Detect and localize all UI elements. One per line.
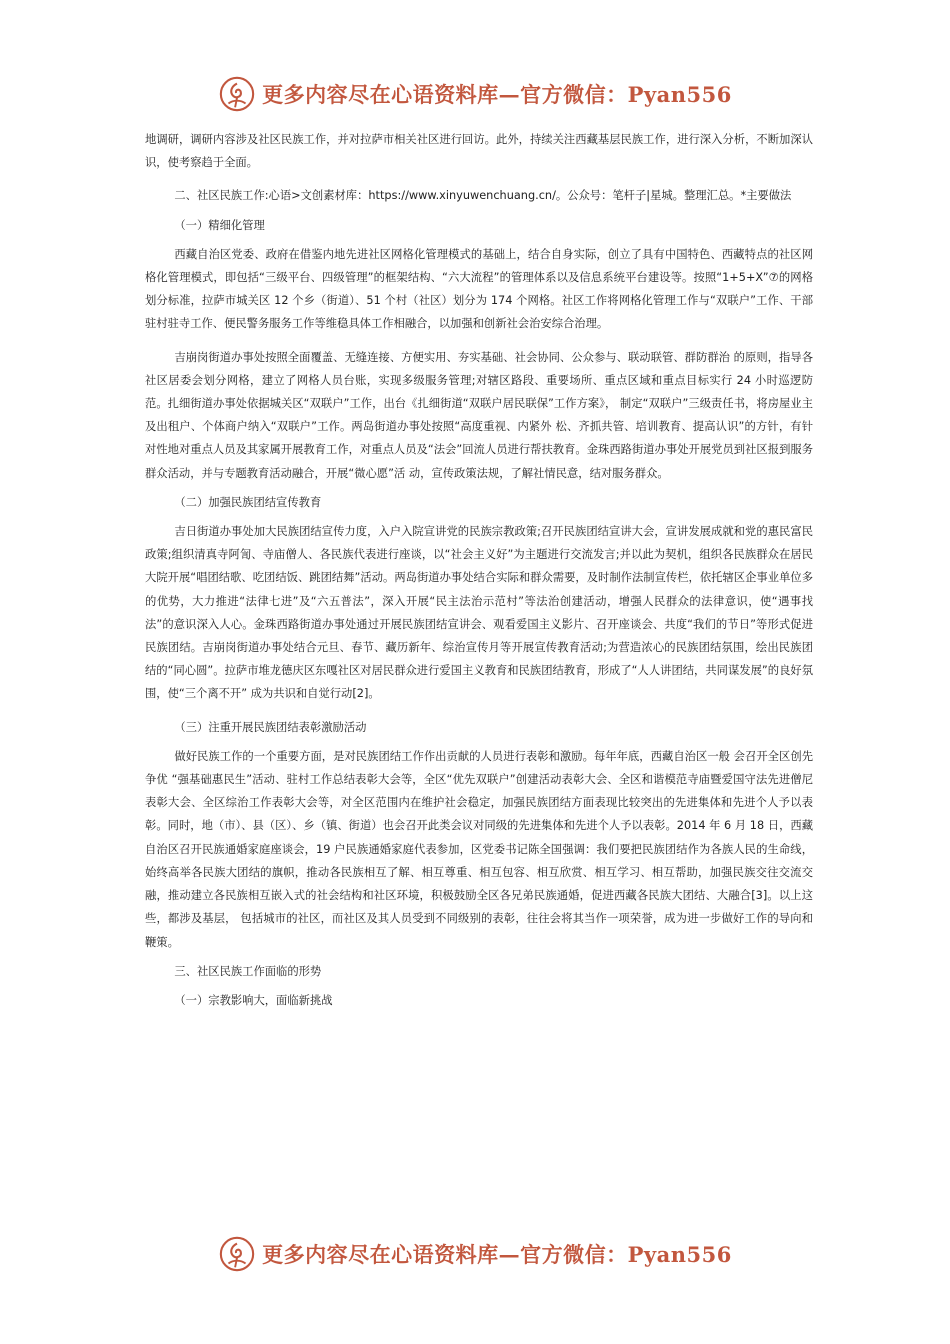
footer-banner xyxy=(0,1232,950,1276)
subsection-heading: （二）加强民族团结宣传教育 xyxy=(174,495,322,509)
rose-flower-icon xyxy=(218,75,256,113)
paragraph: 吉日街道办事处加大民族团结宣传力度，入户入院宣讲党的民族宗教政策;召开民族团结宣讲大会，宣讲发展成就和党的惠民富民政策;组织清真寺阿訇、寺庙僧人、各民族代表进行座谈，以“社会主义好”为主题进行交流发言;并以此为契机，组织各民族群众在居民大院开展“唱团结歌、吃团结饭、跳团结舞”活动。两岛街道办事处结合实际和群众需要，及时制作法制宣传栏，依托辖区企事业单位多的优势，大力推进“法律七进”及“六五普法”，深入开展“民主法治示范村”等法治创建活动，增强人民群众的法律意识，使“遇事找法”的意识深入人心。金珠西路街道办事处通过开展民族团结宣讲会、观看爱国主义影片、召开座谈会、共度“我们的节日”等形式促进民族团结。吉崩岗街道办事处结合元旦、春节、藏历新年、综治宣传月等开展宣传教育活动;为营造浓心的民族团结氛围，绘出民族团结的“同心圆”。拉萨市堆龙德庆区东嘎社区对居民群众进行爱国主义教育和民族团结教育，形成了“人人讲团结，共同谋发展”的良好氛围，使“三个离不开” 成为共识和自觉行动[2]。 xyxy=(145,525,813,701)
banner-text: 更多内容尽在心语资料库—官方微信：Pyan556 xyxy=(262,82,732,107)
document-body xyxy=(145,128,813,1012)
subsection-heading: （一）宗教影响大，面临新挑战 xyxy=(174,993,333,1007)
header-banner xyxy=(0,72,950,116)
paragraph-continuation: 地调研，调研内容涉及社区民族工作，并对拉萨市相关社区进行回访。此外，持续关注西藏基层民族工作，进行深入分析，不断加深认识，使考察趋于全面。 xyxy=(145,133,813,170)
paragraph: 西藏自治区党委、政府在借鉴内地先进社区网格化管理模式的基础上，结合自身实际，创立了具有中国特色、西藏特点的社区网格化管理模式，即包括“三级平台、四级管理”的框架结构、“六大流程”的管理体系以及信息系统平台建设等。按照“1+5+X”⑦的网格划分标准，拉萨市城关区 12 个乡（街道）、51 个村（社区）划分为 174 个网格。社区工作将网格化管理工作与“双联户”工作、干部驻村驻寺工作、便民警务服务工作等维稳具体工作相融合，以加强和创新社会治安综合治理。 xyxy=(145,247,813,331)
subsection-heading: （一）精细化管理 xyxy=(174,218,265,232)
section-heading: 二、社区民族工作:心语>文创素材库：https://www.xinyuwenchuang.cn/。公众号：笔杆子|星城。整理汇总。*主要做法 xyxy=(174,189,792,203)
paragraph: 吉崩岗街道办事处按照全面覆盖、无缝连接、方便实用、夯实基础、社会协同、公众参与、联动联管、群防群治 的原则，指导各社区居委会划分网格，建立了网格人员台账，实现多级服务管理;对辖区路段、重要场所、重点区域和重点目标实行 24 小时巡逻防范。扎细街道办事处依据城关区“双联户”工作，出台《扎细街道“双联户居民联保”工作方案》， 制定“双联户”三级责任书，将房屋业主及出租户、个体商户纳入“双联户”工作。两岛街道办事处按照“高度重视、内紧外 松、齐抓共管、培训教育、提高认识”的方针，有针对性地对重点人员及其家属开展教育工作，对重点人员及“法会”回流人员进行帮扶教育。金珠西路街道办事处开展党员到社区报到服务群众活动，并与专题教育活动融合，开展“微心愿”活 动，宣传政策法规，了解社情民意，结对服务群众。 xyxy=(145,350,813,480)
subsection-heading: （三）注重开展民族团结表彰激励活动 xyxy=(174,720,367,734)
section-heading: 三、社区民族工作面临的形势 xyxy=(174,964,322,978)
paragraph: 做好民族工作的一个重要方面，是对民族团结工作作出贡献的人员进行表彰和激励。每年年底，西藏自治区一般 会召开全区创先争优 “强基础惠民生”活动、驻村工作总结表彰大会等，全区“优先双联户”创建活动表彰大会、全区和谐模范寺庙暨爱国守法先进僧尼表彰大会、全区综治工作表彰大会等，对全区范围内在维护社会稳定，加强民族团结方面表现比较突出的先进集体和先进个人予以表彰。同时，地（市）、县（区）、乡（镇、街道）也会召开此类会议对同级的先进集体和先进个人予以表彰。2014 年 6 月 18 日，西藏自治区召开民族通婚家庭座谈会，19 户民族通婚家庭代表参加，区党委书记陈全国强调：我们要把民族团结作为各族人民的生命线，始终高举各民族大团结的旗帜，推动各民族相互了解、相互尊重、相互包容、相互欣赏、相互学习、相互帮助，加强民族交往交流交融，推动建立各民族相互嵌入式的社会结构和社区环境，积极鼓励全区各兄弟民族通婚，促进西藏各民族大团结、大融合[3]。以上这些，都涉及基层， 包括城市的社区，而社区及其人员受到不同级别的表彰，往往会将其当作一项荣誉，成为进一步做好工作的导向和鞭策。 xyxy=(145,749,813,949)
rose-flower-icon xyxy=(218,1235,256,1273)
banner-text: 更多内容尽在心语资料库—官方微信：Pyan556 xyxy=(262,1242,732,1267)
